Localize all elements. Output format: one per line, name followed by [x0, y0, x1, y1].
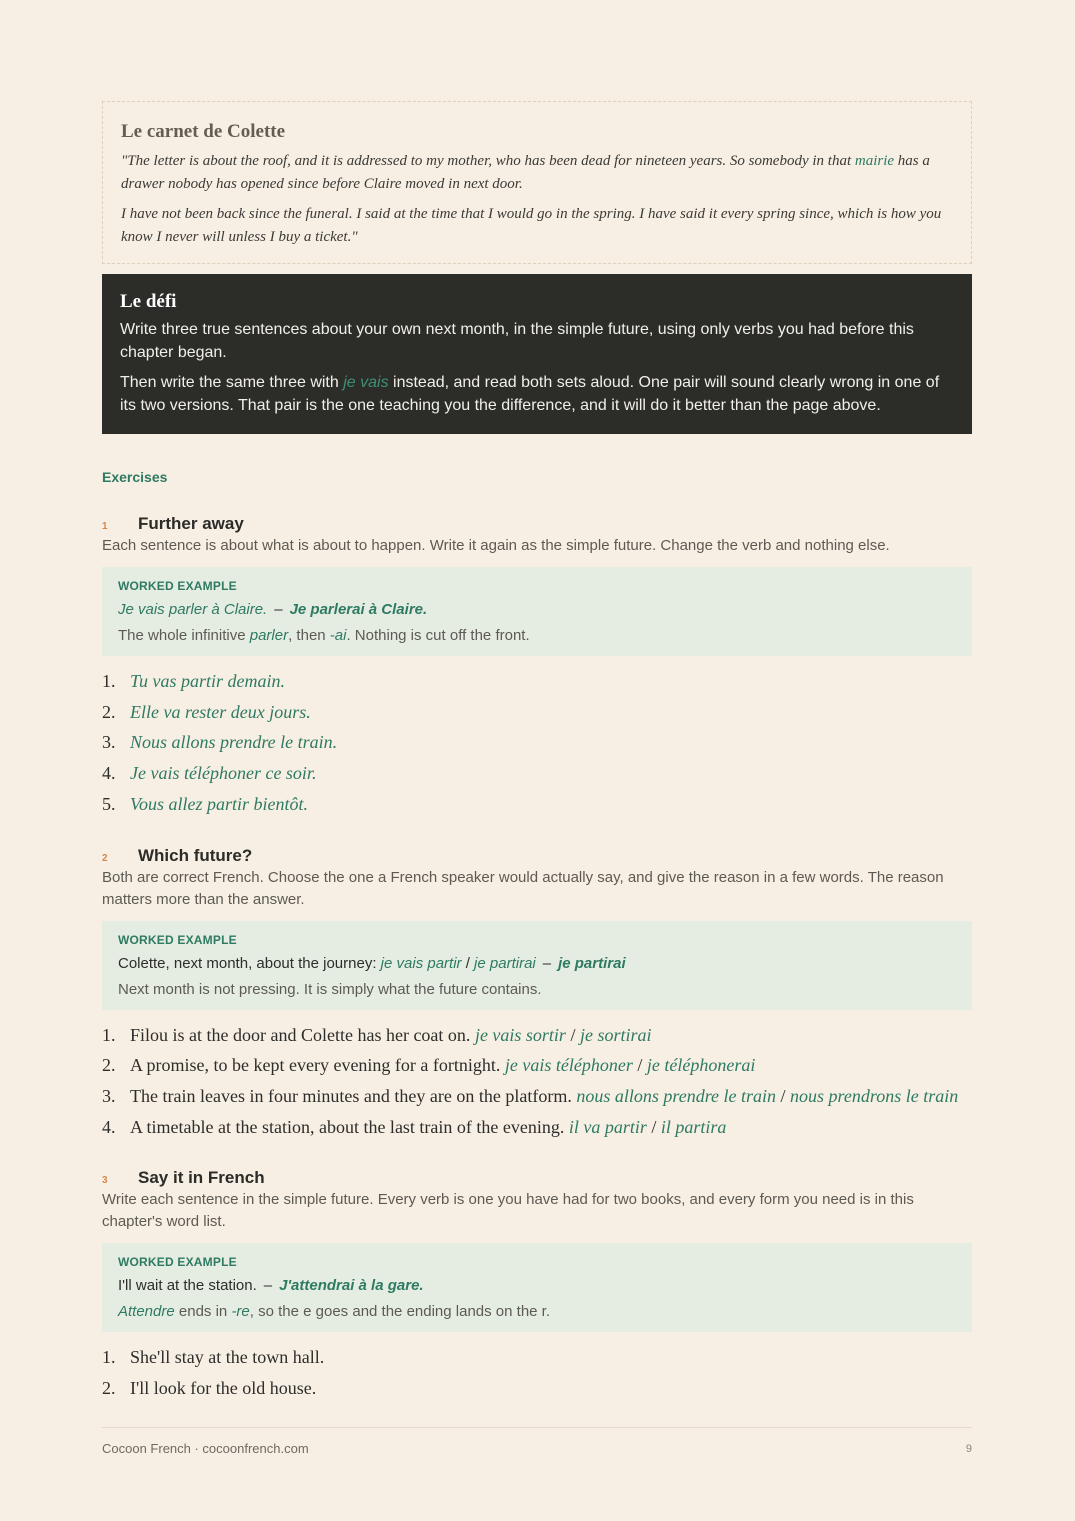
worked-example-note: The whole infinitive parler, then -ai. Nothing is cut off the front.	[118, 627, 530, 644]
exercise-description: Write each sentence in the simple future. Every verb is one you have had for two books, and every form you need is in this chapter's word list.	[102, 1191, 914, 1231]
exercise-3-header	[102, 1168, 972, 1188]
worked-example-line: Je vais parler à Claire. – Je parlerai à Claire.	[118, 601, 428, 618]
exercise-description: Both are correct French. Choose the one a French speaker would actually say, and give the reason in a few words. The reason matters more than the answer.	[102, 868, 944, 908]
page-content	[102, 101, 972, 1404]
exercise-1-list	[102, 666, 972, 820]
exercise-number: 2	[102, 852, 108, 864]
footer-site: Cocoon French · cocoonfrench.com	[102, 1441, 309, 1456]
list-item: Nous allons prendre le train.	[130, 732, 338, 753]
page-number: 9	[965, 1443, 972, 1455]
carnet-box	[102, 101, 972, 264]
exercise-number: 1	[102, 521, 108, 532]
worked-example-note: Attendre ends in -re, so the e goes and the ending lands on the r.	[118, 1303, 551, 1321]
worked-example-line: Colette, next month, about the journey: je vais partir / je partirai – je partirai	[118, 954, 626, 972]
page-footer	[102, 1427, 972, 1456]
list-item: A timetable at the station, about the last train of the evening. il va partir / il partira	[130, 1116, 727, 1137]
worked-example-line: I'll wait at the station. – J'attendrai à la gare.	[118, 1277, 424, 1295]
list-item: I'll look for the old house.	[130, 1378, 317, 1399]
list-item: Je vais téléphoner ce soir.	[130, 763, 317, 784]
exercise-3-list	[102, 1342, 972, 1403]
list-item: Filou is at the door and Colette has her coat on. je vais sortir / je sortirai	[130, 1024, 652, 1045]
worked-example	[102, 567, 972, 656]
worked-example-label: WORKED EXAMPLE	[118, 932, 237, 947]
defi-box	[102, 274, 972, 434]
worked-example-label: WORKED EXAMPLE	[118, 579, 237, 593]
worked-example	[102, 921, 972, 1010]
carnet-paragraph-1: "The letter is about the roof, and it is addressed to my mother, who has been dead for nineteen years. So somebody in that mairie has a drawer nobody has opened since before Claire moved in next door.	[121, 153, 930, 192]
worked-example	[102, 1243, 972, 1332]
list-item: Vous allez partir bientôt.	[130, 793, 309, 814]
exercise-title: Which future?	[138, 845, 253, 865]
exercise-title: Further away	[138, 514, 244, 533]
list-item: Elle va rester deux jours.	[130, 701, 311, 722]
defi-title: Le défi	[120, 291, 177, 312]
list-item: Tu vas partir demain.	[130, 671, 286, 691]
carnet-title: Le carnet de Colette	[121, 121, 286, 142]
carnet-highlight-word: mairie	[854, 153, 895, 169]
list-item: The train leaves in four minutes and they are on the platform. nous allons prendre le train / nous prendrons le train	[130, 1085, 959, 1106]
exercise-2-list	[102, 1020, 972, 1143]
worked-example-note: Next month is not pressing. It is simply what the future contains.	[118, 980, 542, 998]
exercise-number: 3	[102, 1175, 108, 1187]
exercise-title: Say it in French	[138, 1168, 265, 1188]
exercise-2-header	[102, 846, 972, 866]
defi-highlight-word: je vais	[343, 374, 389, 391]
defi-paragraph-2: Then write the same three with je vais instead, and read both sets aloud. One pair will sound clearly wrong in one of its two versions. That pair is the one teaching you the difference, and it will do it better than the page above.	[120, 374, 940, 414]
worked-example-label: WORKED EXAMPLE	[118, 1255, 237, 1270]
carnet-paragraph-2: I have not been back since the funeral. I said at the time that I would go in the spring. I have said it every spring since, which is how you know I never will unless I buy a ticket."	[121, 206, 942, 245]
list-item: A promise, to be kept every evening for a fortnight. je vais téléphoner / je téléphonerai	[130, 1055, 756, 1076]
list-item: She'll stay at the town hall.	[130, 1347, 325, 1368]
exercise-1-header	[102, 514, 972, 534]
exercise-description: Each sentence is about what is about to happen. Write it again as the simple future. Change the verb and nothing else.	[102, 537, 890, 554]
exercises-heading: Exercises	[102, 469, 168, 485]
defi-paragraph-1: Write three true sentences about your own next month, in the simple future, using only verbs you had before this chapter began.	[120, 321, 914, 361]
